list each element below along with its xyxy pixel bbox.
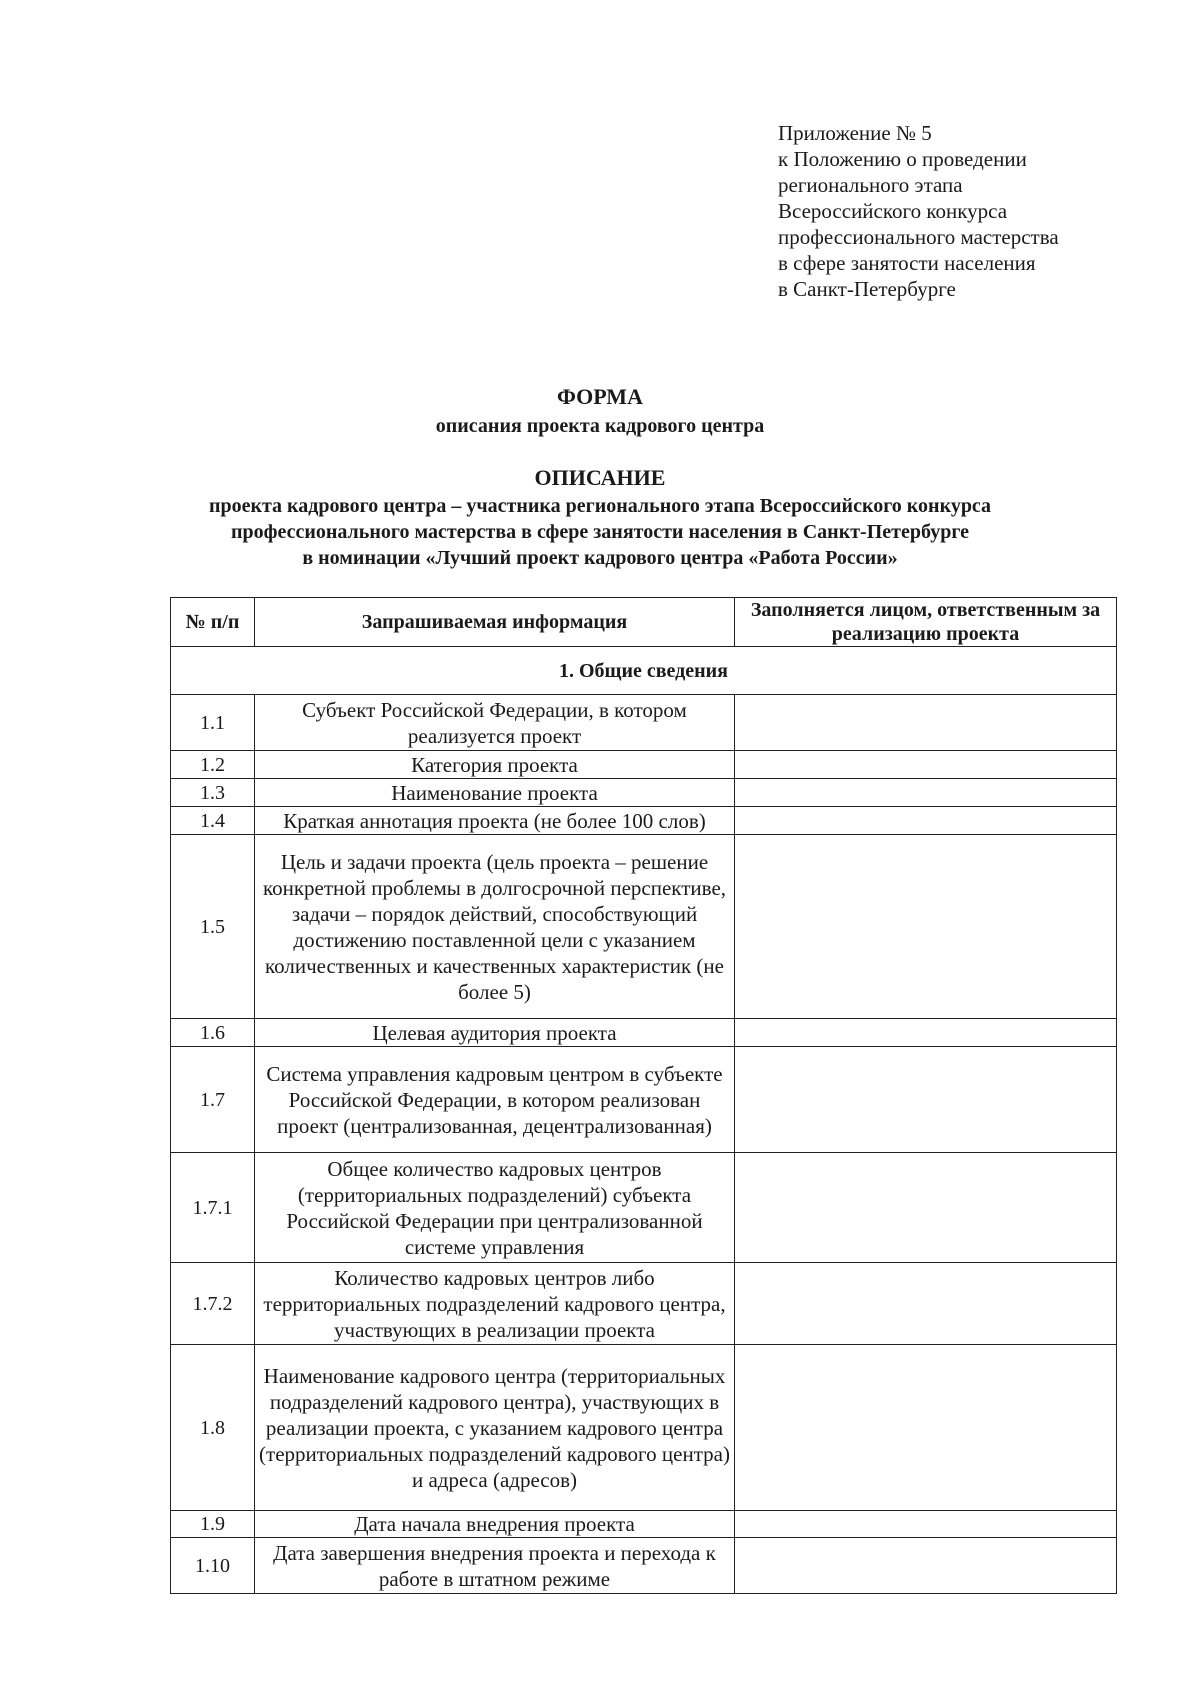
row-number: 1.10 <box>171 1538 255 1594</box>
row-fill-cell[interactable] <box>735 1263 1117 1345</box>
row-fill-cell[interactable] <box>735 1019 1117 1047</box>
table-row <box>171 1345 1117 1511</box>
description-line: в номинации «Лучший проект кадрового центра «Работа России» <box>302 547 898 569</box>
header-fill: Заполняется лицом, ответственным за реализацию проекта <box>735 598 1117 647</box>
row-info: Краткая аннотация проекта (не более 100 слов) <box>255 807 735 835</box>
appendix-note <box>778 120 1178 302</box>
appendix-line: Всероссийского конкурса <box>778 199 1008 223</box>
row-number: 1.1 <box>171 695 255 751</box>
row-fill-cell[interactable] <box>735 779 1117 807</box>
row-number: 1.7.2 <box>171 1263 255 1345</box>
description-subheading <box>0 493 1200 571</box>
section-title: 1. Общие сведения <box>171 647 1117 695</box>
appendix-line: Приложение № 5 <box>778 121 932 145</box>
form-heading: ФОРМА <box>557 384 643 409</box>
row-fill-cell[interactable] <box>735 1153 1117 1263</box>
section-row <box>171 647 1117 695</box>
row-fill-cell[interactable] <box>735 807 1117 835</box>
table-header-row <box>171 598 1117 647</box>
table-row <box>171 1263 1117 1345</box>
row-number: 1.2 <box>171 751 255 779</box>
header-num: № п/п <box>171 598 255 647</box>
row-info: Наименование кадрового центра (территориальных подразделений кадрового центра), участвующих в реализации проекта, с указанием кадрового центра (территориальных подразделений кадрового центра) и адреса (адресов) <box>255 1345 735 1511</box>
appendix-line: профессионального мастерства <box>778 225 1059 249</box>
row-number: 1.5 <box>171 835 255 1019</box>
row-number: 1.7 <box>171 1047 255 1153</box>
row-info: Система управления кадровым центром в субъекте Российской Федерации, в котором реализован проект (централизованная, децентрализованная) <box>255 1047 735 1153</box>
table-row <box>171 751 1117 779</box>
table-row <box>171 807 1117 835</box>
row-number: 1.8 <box>171 1345 255 1511</box>
row-number: 1.6 <box>171 1019 255 1047</box>
appendix-line: регионального этапа <box>778 173 963 197</box>
table-row <box>171 695 1117 751</box>
row-fill-cell[interactable] <box>735 1047 1117 1153</box>
description-line: профессионального мастерства в сфере занятости населения в Санкт-Петербурге <box>230 521 970 543</box>
row-fill-cell[interactable] <box>735 695 1117 751</box>
row-number: 1.4 <box>171 807 255 835</box>
appendix-line: в сфере занятости населения <box>778 251 1036 275</box>
project-form-table <box>170 597 1117 1594</box>
row-number: 1.3 <box>171 779 255 807</box>
appendix-line: к Положению о проведении <box>778 147 1027 171</box>
table-row <box>171 1019 1117 1047</box>
table-row <box>171 1153 1117 1263</box>
table-row <box>171 1538 1117 1594</box>
row-info: Целевая аудитория проекта <box>255 1019 735 1047</box>
header-info: Запрашиваемая информация <box>255 598 735 647</box>
row-info: Общее количество кадровых центров (территориальных подразделений) субъекта Российской Федерации при централизованной системе управления <box>255 1153 735 1263</box>
row-info: Дата завершения внедрения проекта и перехода к работе в штатном режиме <box>255 1538 735 1594</box>
row-fill-cell[interactable] <box>735 835 1117 1019</box>
row-info: Субъект Российской Федерации, в котором реализуется проект <box>255 695 735 751</box>
row-info: Дата начала внедрения проекта <box>255 1511 735 1538</box>
row-number: 1.9 <box>171 1511 255 1538</box>
row-number: 1.7.1 <box>171 1153 255 1263</box>
appendix-line: в Санкт-Петербурге <box>778 277 956 301</box>
table-row <box>171 835 1117 1019</box>
row-info: Количество кадровых центров либо территориальных подразделений кадрового центра, участвующих в реализации проекта <box>255 1263 735 1345</box>
row-fill-cell[interactable] <box>735 751 1117 779</box>
row-info: Цель и задачи проекта (цель проекта – решение конкретной проблемы в долгосрочной перспективе, задачи – порядок действий, способствующий достижению поставленной цели с указанием количественных и качественных характеристик (не более 5) <box>255 835 735 1019</box>
table-row <box>171 779 1117 807</box>
form-subheading: описания проекта кадрового центра <box>435 415 765 437</box>
row-fill-cell[interactable] <box>735 1538 1117 1594</box>
table-row <box>171 1511 1117 1538</box>
row-fill-cell[interactable] <box>735 1345 1117 1511</box>
description-line: проекта кадрового центра – участника регионального этапа Всероссийского конкурса <box>208 495 992 517</box>
row-info: Категория проекта <box>255 751 735 779</box>
description-heading: ОПИСАНИЕ <box>534 465 666 490</box>
row-info: Наименование проекта <box>255 779 735 807</box>
table-row <box>171 1047 1117 1153</box>
row-fill-cell[interactable] <box>735 1511 1117 1538</box>
